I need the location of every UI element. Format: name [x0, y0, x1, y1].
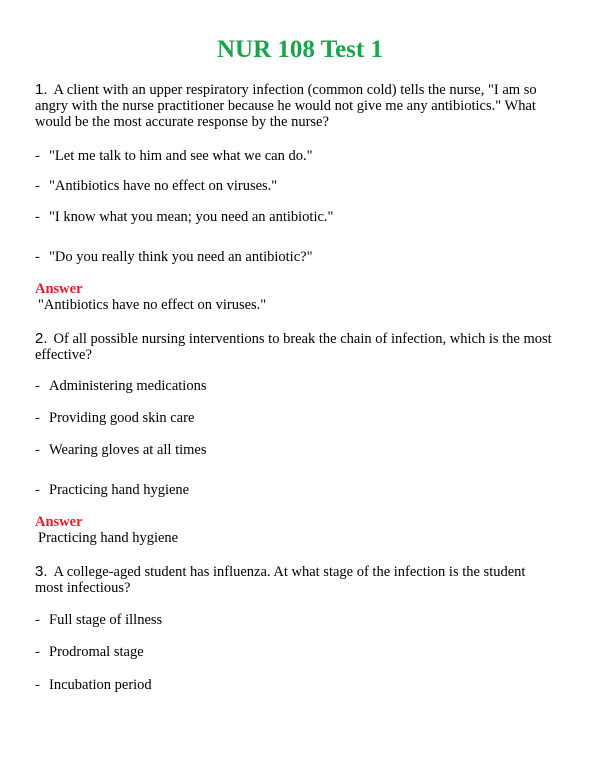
option-item [35, 178, 277, 194]
option-label: Prodromal stage [49, 644, 144, 660]
answer-text: Practicing hand hygiene [38, 530, 179, 546]
option-label: "I know what you mean; you need an antibiotic." [49, 209, 334, 225]
option-label: Providing good skin care [49, 410, 195, 426]
option-item [35, 410, 194, 426]
bullet-dash: - [35, 410, 40, 426]
option-item [35, 612, 162, 628]
answer-label: Answer [35, 514, 83, 530]
bullet-dash: - [35, 644, 40, 660]
question-1 [35, 82, 555, 130]
bullet-dash: - [35, 148, 40, 164]
bullet-dash: - [35, 209, 40, 225]
question-number: 1. [35, 81, 48, 98]
option-label: "Antibiotics have no effect on viruses." [49, 178, 278, 194]
question-number: 2. [35, 330, 48, 347]
bullet-dash: - [35, 249, 40, 265]
question-body: A client with an upper respiratory infection (common cold) tells the nurse, "I am so angry with the nurse practitioner because he would not give me any antibiotics." What would be the most accurate response by the nurse? [35, 82, 537, 130]
bullet-dash: - [35, 482, 40, 498]
question-body: Of all possible nursing interventions to break the chain of infection, which is the most effective? [35, 331, 552, 363]
bullet-dash: - [35, 612, 40, 628]
answer-text: "Antibiotics have no effect on viruses." [38, 297, 267, 313]
bullet-dash: - [35, 677, 40, 693]
option-label: Full stage of illness [49, 612, 163, 628]
option-item [35, 378, 206, 394]
option-label: "Do you really think you need an antibiotic?" [49, 249, 313, 265]
option-item [35, 482, 189, 498]
answer-label: Answer [35, 281, 83, 297]
option-item [35, 209, 333, 225]
question-body: A college-aged student has influenza. At what stage of the infection is the student most infectious? [35, 564, 526, 596]
option-item [35, 644, 144, 660]
option-item [35, 249, 313, 265]
option-label: Practicing hand hygiene [49, 482, 190, 498]
option-label: Administering medications [49, 378, 207, 394]
option-item [35, 442, 206, 458]
option-item [35, 677, 152, 693]
question-2 [35, 331, 555, 363]
question-text [35, 331, 555, 363]
bullet-dash: - [35, 378, 40, 394]
option-label: Wearing gloves at all times [49, 442, 207, 458]
question-3 [35, 564, 555, 596]
bullet-dash: - [35, 178, 40, 194]
question-number: 3. [35, 563, 48, 580]
page-title: NUR 108 Test 1 [217, 36, 383, 63]
question-text [35, 82, 555, 130]
option-label: "Let me talk to him and see what we can do." [49, 148, 313, 164]
question-text [35, 564, 555, 596]
option-label: Incubation period [49, 677, 152, 693]
bullet-dash: - [35, 442, 40, 458]
option-item [35, 148, 313, 164]
